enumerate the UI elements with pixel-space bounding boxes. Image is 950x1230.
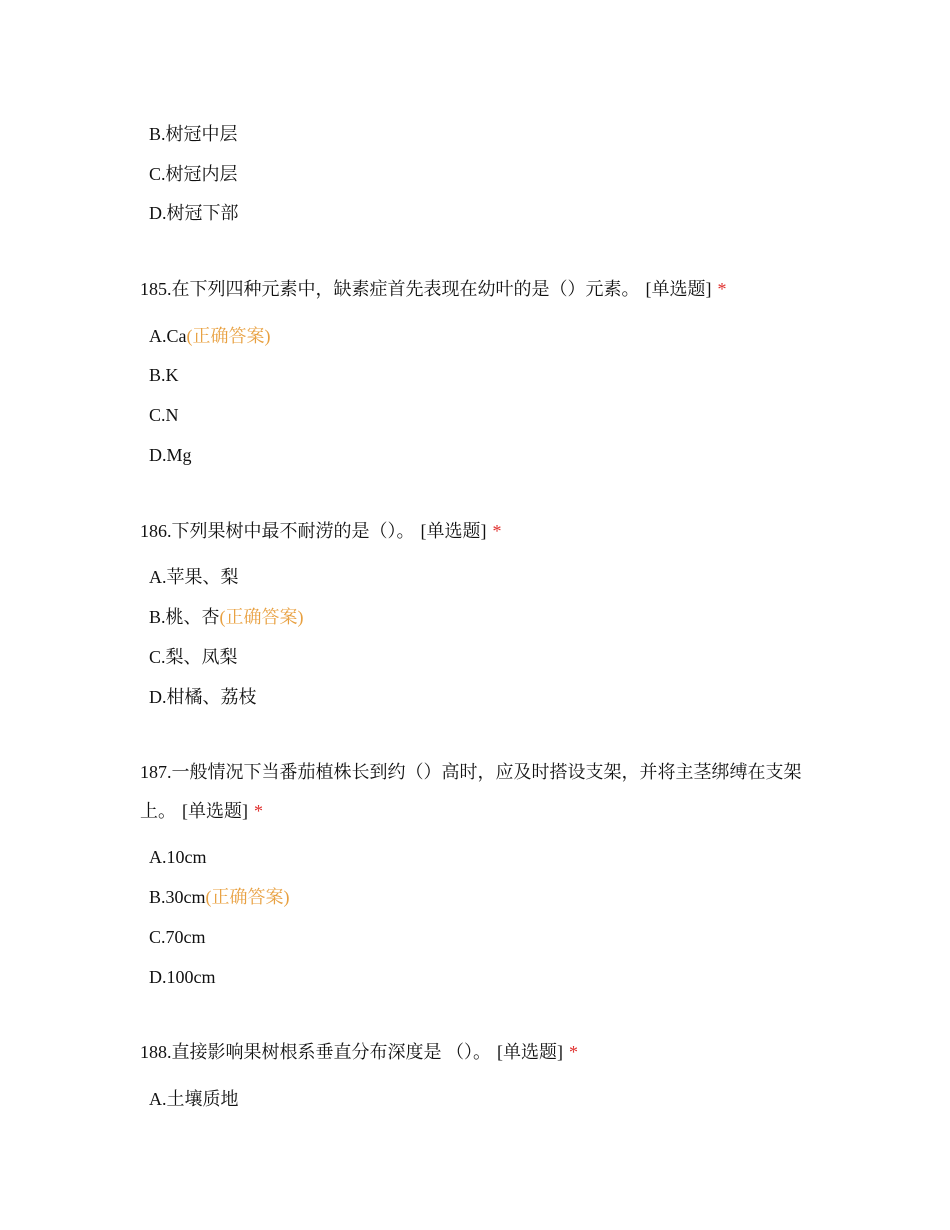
option-185-c[interactable] — [149, 403, 179, 427]
required-mark: * — [254, 801, 263, 821]
option-label: C.N — [149, 405, 179, 425]
option-label: B.K — [149, 365, 179, 385]
option-prev-b[interactable] — [149, 122, 238, 146]
option-label: A.苹果、梨 — [149, 567, 239, 587]
question-type-label: [单选题] — [182, 801, 248, 821]
option-186-a[interactable] — [149, 565, 239, 589]
option-prev-c[interactable] — [149, 162, 238, 186]
question-type-label: [单选题] — [420, 521, 487, 541]
option-label: B.30cm — [149, 887, 206, 907]
option-label: A.Ca — [149, 326, 187, 346]
option-label: D.Mg — [149, 445, 192, 465]
option-185-b[interactable] — [149, 363, 179, 387]
question-186-title — [140, 512, 820, 551]
option-label: C.梨、凤梨 — [149, 647, 238, 667]
question-text: 186.下列果树中最不耐涝的是（）。 — [140, 521, 415, 541]
option-prev-d[interactable] — [149, 201, 239, 225]
correct-answer-tag: (正确答案) — [205, 887, 290, 907]
correct-answer-tag: (正确答案) — [186, 326, 271, 346]
option-187-d[interactable] — [149, 965, 216, 989]
question-185-title — [140, 270, 820, 309]
option-label: D.柑橘、荔枝 — [149, 687, 257, 707]
required-mark: * — [492, 521, 502, 541]
question-187-title — [140, 753, 820, 831]
option-label: D.100cm — [149, 967, 216, 987]
option-188-a[interactable] — [149, 1087, 239, 1111]
question-text: 187.一般情况下当番茄植株长到约（）高时，应及时搭设支架，并将主茎绑缚在支架上。 — [140, 762, 802, 821]
question-188-title — [140, 1033, 820, 1072]
option-label: C.树冠内层 — [149, 164, 238, 184]
option-label: B.树冠中层 — [149, 124, 238, 144]
required-mark: * — [569, 1042, 578, 1062]
option-186-c[interactable] — [149, 645, 238, 669]
option-186-d[interactable] — [149, 685, 257, 709]
option-187-a[interactable] — [149, 845, 207, 869]
question-text: 185.在下列四种元素中，缺素症首先表现在幼叶的是（）元素。 — [140, 279, 640, 299]
required-mark: * — [717, 279, 727, 299]
option-label: B.桃、杏 — [149, 607, 220, 627]
option-187-b[interactable] — [149, 885, 290, 909]
question-type-label: [单选题] — [645, 279, 712, 299]
option-186-b[interactable] — [149, 605, 304, 629]
option-185-a[interactable] — [149, 324, 271, 348]
option-label: A.土壤质地 — [149, 1089, 239, 1109]
option-label: D.树冠下部 — [149, 203, 239, 223]
option-187-c[interactable] — [149, 925, 206, 949]
question-text: 188.直接影响果树根系垂直分布深度是 （）。 — [140, 1042, 491, 1062]
question-type-label: [单选题] — [497, 1042, 563, 1062]
option-label: C.70cm — [149, 927, 206, 947]
option-185-d[interactable] — [149, 443, 192, 467]
option-label: A.10cm — [149, 847, 207, 867]
correct-answer-tag: (正确答案) — [219, 607, 304, 627]
